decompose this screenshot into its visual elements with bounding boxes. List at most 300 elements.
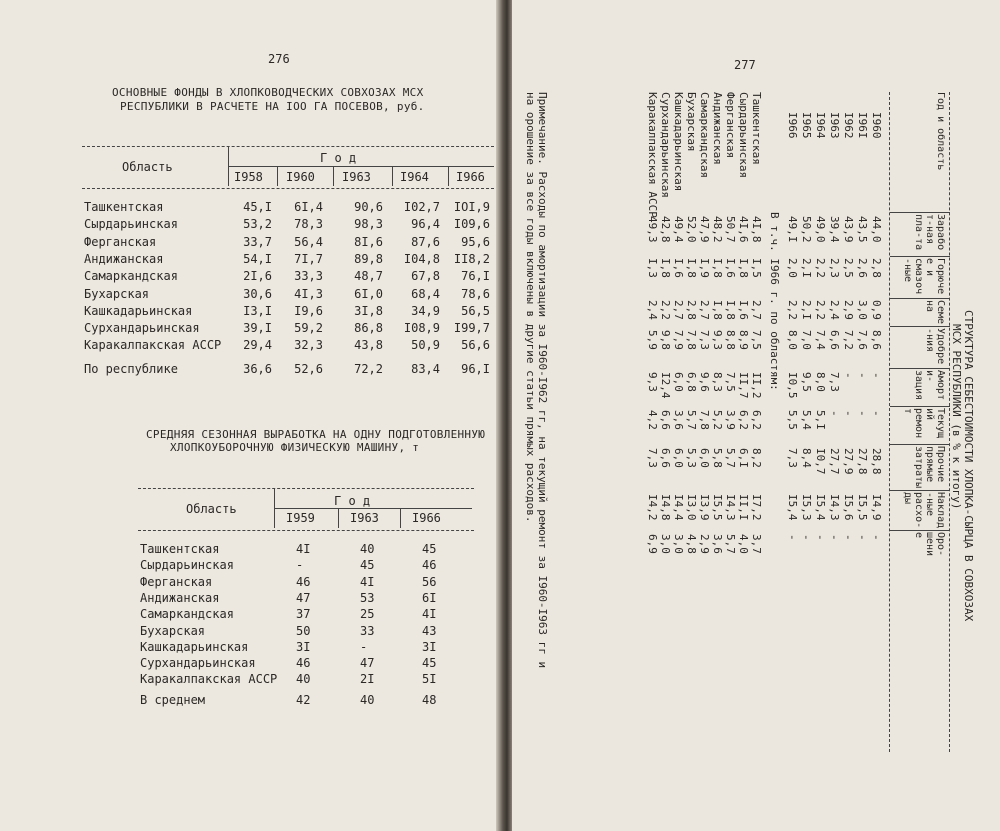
- table3-cell: 49,I: [786, 216, 799, 243]
- table3-cell: I4,4: [672, 494, 685, 521]
- table3-cell: -: [870, 410, 883, 417]
- table2-cell: 4I: [296, 542, 311, 556]
- table3-cell: 2,3: [828, 258, 841, 278]
- table3-region-label: Андижанская: [711, 92, 724, 165]
- table1-region-header: Область: [122, 160, 173, 174]
- table3-cell: 6,2: [750, 410, 763, 430]
- table2-cell: 53: [360, 590, 375, 605]
- table3-year-label: I966: [786, 112, 799, 139]
- table1-cell: I08,9: [403, 321, 440, 336]
- table3-region-label: Сурхандарьинская: [659, 92, 672, 198]
- table3-cell: 2,8: [870, 258, 883, 278]
- table1-total-cell: 36,6: [243, 362, 272, 376]
- table3-region-label: Сырдарьинская: [737, 92, 750, 179]
- table1-cell: IOI,9: [453, 200, 490, 214]
- table3-cell: 8,3: [711, 372, 724, 392]
- table3-cell: I,9: [698, 258, 711, 278]
- table2-vline: [274, 488, 275, 528]
- table2-cell: 37: [296, 607, 311, 622]
- table2-cell: -: [360, 639, 368, 654]
- table3-cell: II,2: [750, 372, 763, 399]
- table3-title-line2: МСХ РЕСПУБЛИКИ (в % к итогу): [950, 324, 963, 510]
- table3-cell: I7,2: [750, 494, 763, 521]
- table2-title-line2: ХЛОПКОУБОРОЧНУЮ ФИЗИЧЕСКУЮ МАШИНУ, т: [170, 441, 420, 454]
- table3-cell: 7,8: [698, 410, 711, 430]
- table3-cell: 9,5: [800, 372, 813, 392]
- table3-cell: I,6: [724, 258, 737, 278]
- table2-year-label: I963: [350, 511, 379, 525]
- table1-cell: I09,6: [453, 217, 490, 232]
- table3-cell: 6,0: [698, 448, 711, 468]
- table3-cell: 6,2: [737, 410, 750, 430]
- table2-cell: 40: [360, 542, 375, 556]
- table3-cell: 2,7: [750, 300, 763, 320]
- table2-row-region: Андижанская: [140, 590, 220, 605]
- table3-cell: 5,7: [724, 448, 737, 468]
- table3-cell: 2,9: [842, 300, 855, 320]
- table2-cell: 6I: [422, 590, 437, 605]
- table3-cell: 4,2: [646, 410, 659, 430]
- table3-cell: 6,I: [737, 448, 750, 468]
- table3-year-label: I962: [842, 112, 855, 139]
- table3-header-rule: [889, 92, 890, 752]
- table1-row-region: Бухарская: [84, 286, 150, 301]
- table3-cell: 49,3: [646, 216, 659, 243]
- table3-cell: I0,7: [814, 448, 827, 475]
- table2-row-region: Сурхандарьинская: [140, 656, 256, 671]
- table1-cell: 50,9: [411, 338, 440, 353]
- table3-cell: 6,8: [685, 372, 698, 392]
- table3-cell: I,8: [724, 300, 737, 320]
- table1-cell: 43,8: [354, 338, 383, 353]
- table3-cell: 7,6: [856, 330, 869, 350]
- table1-cell: 2I,6: [243, 269, 272, 284]
- table3-vline: [890, 212, 950, 213]
- table2-cell: 47: [296, 590, 311, 605]
- table3-col-header: Текущий ремонт: [902, 408, 946, 439]
- page-number-right: 277: [734, 58, 756, 72]
- rotated-cost-structure-table: [360, 92, 975, 752]
- table3-cell: 6,0: [672, 372, 685, 392]
- table1-cell: 32,3: [294, 338, 323, 353]
- table1-cell: I04,8: [403, 251, 440, 266]
- table1-cell: 96,4: [411, 217, 440, 232]
- table3-cell: 5,8: [711, 448, 724, 468]
- table3-cell: 49,4: [672, 216, 685, 243]
- table2-cell: 46: [422, 558, 437, 573]
- table3-cell: I,8: [659, 258, 672, 278]
- table2-row-region: Ташкентская: [140, 542, 220, 556]
- table3-cell: I5,5: [711, 494, 724, 521]
- table3-cell: I5,4: [814, 494, 827, 521]
- table2-region-header: Область: [186, 502, 237, 516]
- table3-cell: -: [842, 410, 855, 417]
- table3-cell: 5,I: [814, 410, 827, 430]
- table3-cell: 7,4: [814, 330, 827, 350]
- table2-cell: -: [296, 558, 304, 573]
- table3-cell: 2,0: [786, 258, 799, 278]
- table1-cell: 68,4: [411, 286, 440, 301]
- table3-cell: 5,7: [724, 534, 737, 554]
- table3-cell: I2,4: [659, 372, 672, 399]
- table1-cell: I99,7: [453, 321, 490, 336]
- table3-cell: 7,9: [672, 330, 685, 350]
- table3-vline: [890, 490, 950, 491]
- table3-cell: 42,8: [659, 216, 672, 243]
- table3-col-header: Горючее и смазоч-ные: [902, 258, 946, 295]
- table1-row-region: Ташкентская: [84, 200, 164, 214]
- table1-cell: 95,6: [461, 234, 490, 249]
- table3-cell: 5,2: [711, 410, 724, 430]
- table3-cell: 39,4: [828, 216, 841, 243]
- table1-row-region: Самаркандская: [84, 269, 178, 284]
- table2-row-region: Самаркандская: [140, 607, 234, 622]
- table3-cell: I,8: [711, 258, 724, 278]
- table3-cell: 50,2: [800, 216, 813, 243]
- table3-vline: [890, 256, 950, 257]
- table3-cell: 3,0: [672, 534, 685, 554]
- table3-col-header: Семена: [924, 300, 946, 325]
- table1-cell: 48,7: [354, 269, 383, 284]
- table3-year-label: I964: [814, 112, 827, 139]
- table3-cell: 43,5: [856, 216, 869, 243]
- table3-cell: 2,9: [698, 534, 711, 554]
- table3-cell: -: [842, 534, 855, 541]
- table3-cell: 8,2: [750, 448, 763, 468]
- table3-cell: I4,8: [659, 494, 672, 521]
- table1-cell: 86,8: [354, 321, 383, 336]
- table3-region-label: Каракалпакская АССР: [646, 92, 659, 218]
- table2-cell: 25: [360, 607, 375, 622]
- table3-cell: 2,7: [672, 300, 685, 320]
- table3-cell: I,8: [737, 258, 750, 278]
- table1-cell: 7I,7: [294, 251, 323, 266]
- table1-cell: 89,8: [354, 251, 383, 266]
- table3-title-line1: СТРУКТУРА СЕБЕСТОИМОСТИ ХЛОПКА-СЫРЦА В СОВХОЗАХ: [962, 310, 975, 622]
- table1-cell: I02,7: [403, 200, 440, 214]
- table1-row-region: Сурхандарьинская: [84, 321, 200, 336]
- table3-cell: 8,0: [814, 372, 827, 392]
- table2-row-region: Сырдарьинская: [140, 558, 234, 573]
- table1-row-region: Андижанская: [84, 251, 164, 266]
- table3-cell: 3,9: [724, 410, 737, 430]
- table3-cell: 43,9: [842, 216, 855, 243]
- table3-cell: -: [828, 534, 841, 541]
- table3-cell: 4I,6: [737, 216, 750, 243]
- table3-cell: 8,6: [870, 330, 883, 350]
- table3-cell: 2,I: [800, 300, 813, 320]
- table2-row-region: Бухарская: [140, 623, 206, 638]
- table1-vline: [333, 166, 334, 186]
- table2-year-header: Г о д: [334, 494, 371, 508]
- table3-cell: -: [870, 534, 883, 541]
- table3-cell: I5,4: [786, 494, 799, 521]
- table3-cell: -: [800, 534, 813, 541]
- table3-note-line1: Примечание. Расходы по амортизации за I960-I962 гг, на текущий ремонт за I960-I963 гг и: [536, 92, 549, 669]
- table2-cell: 45: [422, 542, 437, 556]
- table3-cell: 3,6: [672, 410, 685, 430]
- table3-region-label: Кашкадарьинская: [672, 92, 685, 192]
- table2-vline: [338, 508, 339, 528]
- table3-cell: 9,8: [659, 330, 672, 350]
- table1-year-label: I958: [234, 170, 263, 184]
- table2-cell: 3I: [296, 639, 311, 654]
- table3-year-label: I965: [800, 112, 813, 139]
- table3-cell: 6,6: [828, 330, 841, 350]
- table3-region-label: Бухарская: [685, 92, 698, 152]
- table2-cell: 50: [296, 623, 311, 638]
- table3-cell: 3,7: [750, 534, 763, 554]
- table2-cell: 2I: [360, 672, 375, 687]
- table3-cell: I,5: [750, 258, 763, 278]
- table3-cell: II,I: [737, 494, 750, 521]
- table1-total-cell: 52,6: [294, 362, 323, 376]
- table1-cell: 78,6: [461, 286, 490, 301]
- table1-total-region: По республике: [84, 362, 178, 376]
- table3-cell: 2,2: [814, 258, 827, 278]
- table1-cell: 98,3: [354, 217, 383, 232]
- table3-cell: 27,7: [828, 448, 841, 475]
- table3-cell: 5,7: [685, 410, 698, 430]
- table3-cell: 5,4: [800, 410, 813, 430]
- table3-cell: 8,8: [724, 330, 737, 350]
- table1-cell: 59,2: [294, 321, 323, 336]
- table3-cell: -: [870, 372, 883, 379]
- table1-cell: 56,6: [461, 338, 490, 353]
- table2-year-label: I959: [286, 511, 315, 525]
- table3-cell: 7,5: [724, 372, 737, 392]
- table3-cell: 2,6: [856, 258, 869, 278]
- table3-cell: 7,8: [685, 330, 698, 350]
- table3-top-rule: [949, 92, 950, 752]
- table2-cell: 46: [296, 656, 311, 671]
- table2-cell: 4I: [360, 574, 375, 589]
- table3-cell: 2,7: [698, 300, 711, 320]
- table1-cell: 33,7: [243, 234, 272, 249]
- table3-cell: I,6: [737, 300, 750, 320]
- table3-cell: I,3: [646, 258, 659, 278]
- table1-row-region: Сырдарьинская: [84, 217, 178, 232]
- table3-col-header: Наклад-ные расхо-ды: [902, 492, 946, 529]
- table3-cell: 3,6: [711, 534, 724, 554]
- table3-vline: [890, 326, 950, 327]
- table3-cell: 9,3: [711, 330, 724, 350]
- table3-col-header: Заработ-ная пла-та: [913, 214, 946, 251]
- table1-year-header: Г о д: [320, 151, 357, 165]
- table3-vline: [890, 444, 950, 445]
- table3-subheader: В т.ч. I966 г. по областям:: [768, 212, 781, 391]
- table2-cell: 5I: [422, 672, 437, 687]
- table3-year-label: I960: [870, 112, 883, 139]
- table3-cell: 2,I: [800, 258, 813, 278]
- table3-cell: 27,9: [842, 448, 855, 475]
- table1-cell: 45,I: [243, 200, 272, 214]
- table2-cell: 43: [422, 623, 437, 638]
- table3-cell: I,8: [685, 258, 698, 278]
- table3-col-header: Прочие прямые затраты: [913, 446, 946, 489]
- table3-col-header: Удобре-ния: [924, 328, 946, 365]
- table2-year-label: I966: [412, 511, 441, 525]
- table2-cell: 40: [296, 672, 311, 687]
- table3-region-label: Ташкентская: [750, 92, 763, 165]
- table1-total-cell: 72,2: [354, 362, 383, 376]
- table3-cell: 8,9: [737, 330, 750, 350]
- table3-cell: 5,5: [786, 410, 799, 430]
- table3-cell: I4,3: [828, 494, 841, 521]
- table1-row-region: Ферганская: [84, 234, 157, 249]
- table3-cell: 50,7: [724, 216, 737, 243]
- table3-vline: [890, 368, 950, 369]
- table3-cell: 4I,8: [750, 216, 763, 243]
- table2-total-cell: 42: [296, 693, 311, 707]
- table1-cell: 6I,4: [294, 200, 323, 214]
- table3-cell: I5,5: [856, 494, 869, 521]
- table1-vline: [228, 146, 229, 186]
- table1-cell: 39,I: [243, 321, 272, 336]
- table3-col-header: Год и область: [935, 92, 946, 171]
- table3-cell: -: [828, 410, 841, 417]
- table3-cell: 9,6: [698, 372, 711, 392]
- table2-title-line1: СРЕДНЯЯ СЕЗОННАЯ ВЫРАБОТКА НА ОДНУ ПОДГОТОВЛЕННУЮ: [146, 428, 486, 441]
- table3-cell: 47,9: [698, 216, 711, 243]
- table3-cell: I,6: [672, 258, 685, 278]
- table3-vline: [890, 406, 950, 407]
- table1-total-cell: 83,4: [411, 362, 440, 376]
- table1-cell: I9,6: [294, 303, 323, 318]
- table1-year-label: I966: [456, 170, 485, 184]
- page-number-left: 276: [268, 52, 290, 66]
- table3-cell: 7,3: [646, 448, 659, 468]
- table3-cell: -: [856, 372, 869, 379]
- table3-col-header: Аморти-зация: [913, 370, 946, 401]
- table3-cell: 2,2: [814, 300, 827, 320]
- table2-cell: 56: [422, 574, 437, 589]
- table3-cell: 6,6: [659, 410, 672, 430]
- table3-cell: 7,0: [800, 330, 813, 350]
- table2-cell: 33: [360, 623, 375, 638]
- table3-cell: I0,5: [786, 372, 799, 399]
- table3-cell: 9,3: [646, 372, 659, 392]
- table3-cell: 3,0: [856, 300, 869, 320]
- table3-vline: [890, 530, 950, 531]
- table3-cell: 7,2: [842, 330, 855, 350]
- table1-year-label: I963: [342, 170, 371, 184]
- table3-cell: 2,8: [685, 300, 698, 320]
- table3-cell: -: [786, 534, 799, 541]
- table3-cell: I3,9: [698, 494, 711, 521]
- table3-cell: 7,5: [750, 330, 763, 350]
- table3-cell: 0,9: [870, 300, 883, 320]
- table3-cell: 7,3: [828, 372, 841, 392]
- table3-cell: I4,3: [724, 494, 737, 521]
- table1-cell: 6I,0: [354, 286, 383, 301]
- table1-cell: 54,I: [243, 251, 272, 266]
- table1-vline: [277, 166, 278, 186]
- table1-cell: 56,4: [294, 234, 323, 249]
- table3-cell: II,7: [737, 372, 750, 399]
- table1-year-label: I964: [400, 170, 429, 184]
- table3-region-label: Ферганская: [724, 92, 737, 159]
- table3-cell: 2,4: [828, 300, 841, 320]
- table1-year-label: I960: [286, 170, 315, 184]
- table1-cell: 56,5: [461, 303, 490, 318]
- table3-cell: 28,8: [870, 448, 883, 475]
- table3-cell: 3,0: [659, 534, 672, 554]
- table1-cell: 33,3: [294, 269, 323, 284]
- table1-title-line2: РЕСПУБЛИКИ В РАСЧЕТЕ НА IOO ГА ПОСЕВОВ, руб.: [120, 100, 425, 113]
- table3-cell: 8,4: [800, 448, 813, 468]
- table3-cell: 8,0: [786, 330, 799, 350]
- table3-cell: 2,2: [659, 300, 672, 320]
- table3-cell: 6,6: [659, 448, 672, 468]
- table2-cell: 46: [296, 574, 311, 589]
- table3-cell: -: [856, 534, 869, 541]
- table1-cell: 30,6: [243, 286, 272, 301]
- table1-cell: 53,2: [243, 217, 272, 232]
- table3-year-label: I963: [828, 112, 841, 139]
- table1-cell: 87,6: [411, 234, 440, 249]
- table1-cell: 34,9: [411, 303, 440, 318]
- table1-cell: 67,8: [411, 269, 440, 284]
- table2-cell: 3I: [422, 639, 437, 654]
- table1-cell: II8,2: [453, 251, 490, 266]
- table3-cell: 2,5: [842, 258, 855, 278]
- table3-cell: I4,9: [870, 494, 883, 521]
- table2-cell: 4I: [422, 607, 437, 622]
- table3-cell: I4,2: [646, 494, 659, 521]
- table3-cell: I5,3: [800, 494, 813, 521]
- table1-cell: I3,I: [243, 303, 272, 318]
- table3-cell: 6,9: [646, 534, 659, 554]
- table1-row-region: Кашкадарьинская: [84, 303, 193, 318]
- table3-cell: 52,0: [685, 216, 698, 243]
- table1-cell: 4I,3: [294, 286, 323, 301]
- table3-cell: 6,0: [672, 448, 685, 468]
- table2-total-cell: 40: [360, 693, 375, 707]
- table3-cell: 48,2: [711, 216, 724, 243]
- table1-title-line1: ОСНОВНЫЕ ФОНДЫ В ХЛОПКОВОДЧЕСКИХ СОВХОЗАХ МСХ: [112, 86, 424, 99]
- table1-cell: 8I,6: [354, 234, 383, 249]
- table3-cell: 4,8: [685, 534, 698, 554]
- table3-cell: 49,0: [814, 216, 827, 243]
- table3-year-label: I96I: [856, 112, 869, 139]
- table3-cell: 27,8: [856, 448, 869, 475]
- table3-vline: [890, 298, 950, 299]
- table3-cell: 2,2: [786, 300, 799, 320]
- table2-row-region: Каракалпакская АССР: [140, 672, 278, 687]
- table2-row-region: Кашкадарьинская: [140, 639, 249, 654]
- table1-cell: 78,3: [294, 217, 323, 232]
- table3-cell: 7,3: [786, 448, 799, 468]
- table2-cell: 45: [422, 656, 437, 671]
- table3-cell: I5,6: [842, 494, 855, 521]
- table2-cell: 45: [360, 558, 375, 573]
- table3-note-line2: на орошение за все годы включены в другие статьи прямых расходов.: [524, 92, 537, 523]
- table1-cell: 29,4: [243, 338, 272, 353]
- table2-total-region: В среднем: [140, 693, 206, 707]
- table3-cell: I3,0: [685, 494, 698, 521]
- table3-cell: 5,9: [646, 330, 659, 350]
- table3-cell: I,8: [711, 300, 724, 320]
- table3-cell: 4,0: [737, 534, 750, 554]
- table2-cell: 47: [360, 656, 375, 671]
- table3-cell: 44,0: [870, 216, 883, 243]
- table1-cell: 76,I: [461, 269, 490, 284]
- table3-region-label: Самаркандская: [698, 92, 711, 179]
- table3-cell: -: [814, 534, 827, 541]
- table3-cell: 2,4: [646, 300, 659, 320]
- table1-row-region: Каракалпакская АССР: [84, 338, 222, 353]
